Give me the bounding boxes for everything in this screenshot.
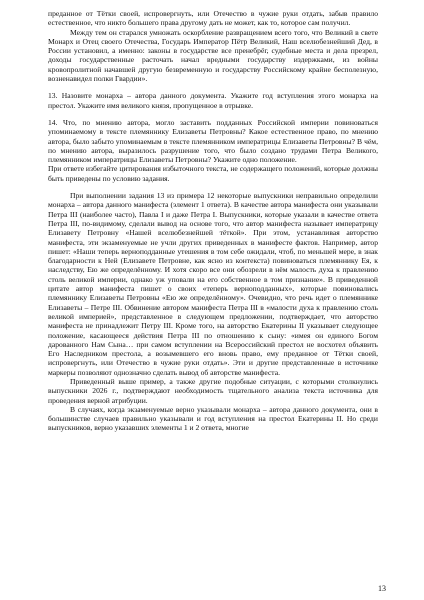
task-14: 14. Что, по мнению автора, могло заставить подданных Российской империи повиноваться упоминаемому в тексте племяннику Елизаветы Петровны? Какое естественное право, по мнению автора, было забыто упоминаемым в тексте племянником императрицы Елизаветы Петровны? В чём, по мнению автора, выразилось разрушение того, что было создано трудами Петра Великого, племянником императрицы Елизаветы Петровны? Укажите одно положение. — [48, 117, 378, 165]
quote-ending-paragraph: преданное от Тётки своей, испровергнуть, или Отечество в чужие руки отдать, забыв правило естественное, что никто большего права другому дать не может, как то, которое сам получил. — [48, 9, 378, 28]
page-number: 13 — [378, 584, 386, 593]
spacer — [48, 83, 378, 91]
task-14-note: При ответе избегайте цитирования избыточного текста, не содержащего положений, которые должны быть приведены по условию задания. — [48, 164, 378, 183]
quote-paragraph: Между тем он старался умножать оскорбление развращением всего того, что Великий в свете Монарх и Отец своего Отечества, Государь Император Пётр Великий, Наш вселюбезнейший Дед, в России установил, а именно: законы в государстве все пренебрёг, судебные места и дела презрел, доходы государственные расточать начал вредными государству издержками, из войны кровопролитной начавшей другую безвременную и государству Российскому крайне бесполезную, возненавидел полки Гвардии». — [48, 27, 378, 84]
analysis-paragraph-1: При выполнении задания 13 из примера 12 некоторые выпускники неправильно определили монарха – автора данного манифеста (элемент 1 ответа). В качестве автора манифеста они указывали Петра III (наиболее часто), Павла I и даже Петра I. Выпускники, которые указали в качестве ответа Петра III, по-видимому, сделали вывод на основе того, что автор манифеста называет императрицу Елизавету Петровну «Нашей вселюбезнейшей тёткой». При этом, устанавливая авторство манифеста, эти экзаменуемые не учли других приведенных в манифесте фактов. Например, автор пишет: «Наши теперь верноподданные утешения в том себе ожидали, чтоб, по меньшей мере, в знак благодарности к Ней (Елизавете Петровне, как ясно из контекста) повиноваться племяннику Ея, к наследству, Ею же определённому. И хотя скоро все они обозрели в нём малость духа к правлению столь великой империи, однако уж уповали на его собственное в том признание». В приведенной цитате автор манифеста пишет о своих «теперь верноподданных», которые повиновались племяннику Елизаветы Петровны «Ею же определённому». Очевидно, что речь идет о племяннике Елизаветы – Петре III. Обвинение автором манифеста Петра III в «малости духа к правлению столь великой империей», представленное в следующем предложении, подтверждает, что авторство манифеста не принадлежит Петру III. Кроме того, на авторство Екатерины II указывает следующее положение, касающееся действия Петра III по отношению к сыну: «имея он единого Богом дарованного Нам Сына… при самом вступлении на Всероссийский престол не восхотел объявить Его Наследником престола, а возымевшего его вновь право, ему преданное от Тётки своей, испровергнуть, или Отечество в чужие руки отдать». Эти и другие представленные в источнике маркеры позволяют однозначно сделать вывод об авторстве манифеста. — [48, 191, 378, 377]
analysis-paragraph-3: В случаях, когда экзаменуемые верно указывали монарха – автора данного документа, они в большинстве случаев правильно указывали и год вступления на престол Екатерины II. Но среди выпускников, верно указавших элементы 1 и 2 ответа, многие — [48, 404, 378, 433]
spacer — [48, 110, 378, 118]
spacer — [48, 183, 378, 191]
task-13: 13. Назовите монарха – автора данного документа. Укажите год вступления этого монарха на престол. Укажите имя великого князя, пропущенное в отрывке. — [48, 91, 378, 110]
analysis-paragraph-2: Приведенный выше пример, а также другие подобные ситуации, с которыми столкнулись выпускники 2026 г., подтверждают необходимость тщательного анализа текста источника для проведения верной атрибуции. — [48, 376, 378, 405]
